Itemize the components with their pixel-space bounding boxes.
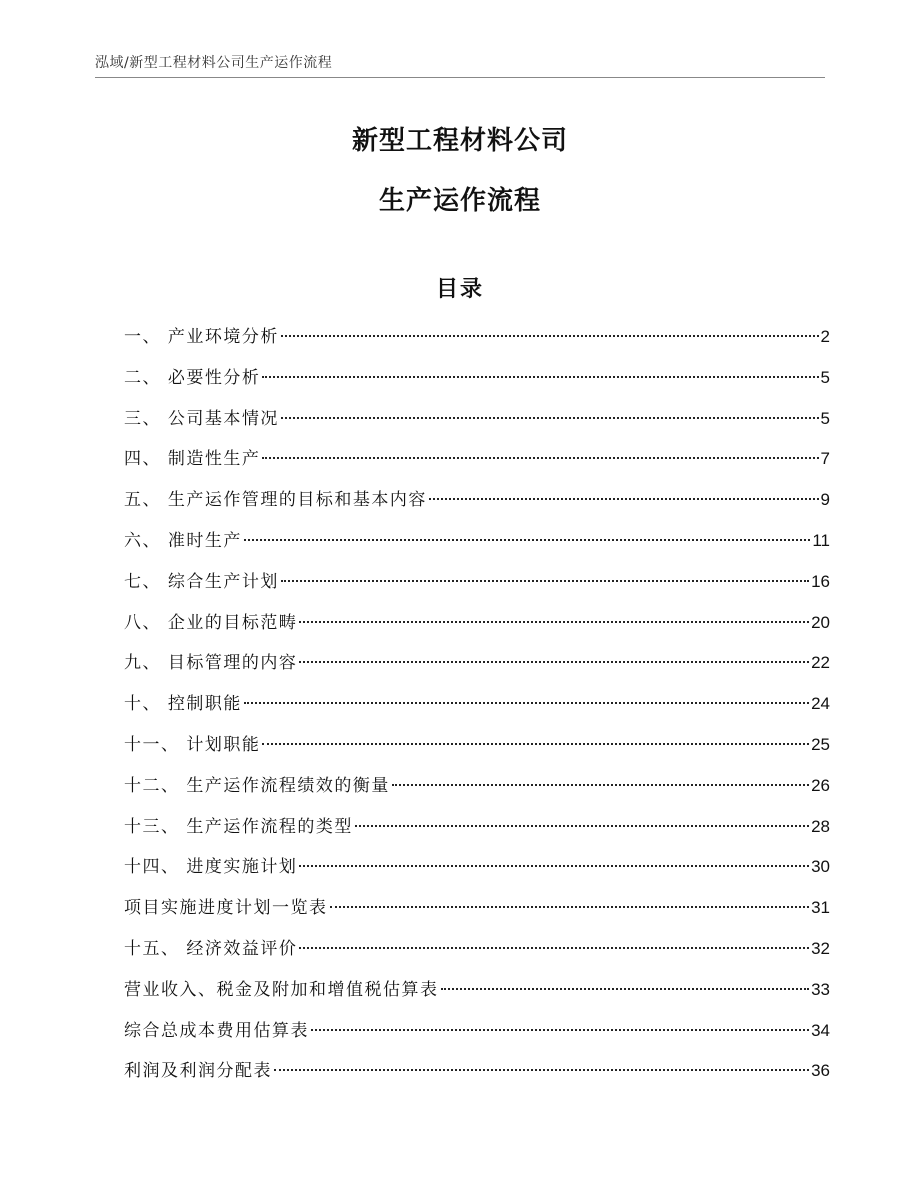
toc-dot-leader xyxy=(262,457,818,459)
toc-entry[interactable] xyxy=(124,893,830,934)
toc-entry-label: 五、 生产运作管理的目标和基本内容 xyxy=(124,490,427,511)
toc-entry-label: 十五、 经济效益评价 xyxy=(124,938,298,959)
toc-entry[interactable] xyxy=(124,526,830,567)
toc-entry[interactable] xyxy=(124,444,830,485)
toc-dot-leader xyxy=(281,335,819,337)
toc-dot-leader xyxy=(441,988,810,990)
toc-entry[interactable] xyxy=(124,771,830,812)
toc-entry[interactable] xyxy=(124,608,830,649)
table-of-contents xyxy=(124,322,830,1097)
toc-dot-leader xyxy=(355,825,809,827)
toc-entry-label: 十四、 进度实施计划 xyxy=(124,857,298,878)
toc-entry-label: 综合总成本费用估算表 xyxy=(124,1020,309,1041)
toc-entry[interactable] xyxy=(124,363,830,404)
toc-entry-page-number: 36 xyxy=(811,1061,830,1081)
toc-dot-leader xyxy=(244,539,810,541)
toc-entry-page-number: 26 xyxy=(811,775,830,795)
toc-entry[interactable] xyxy=(124,730,830,771)
toc-dot-leader xyxy=(262,376,818,378)
toc-dot-leader xyxy=(299,865,809,867)
toc-entry-page-number: 25 xyxy=(811,734,830,754)
toc-entry[interactable] xyxy=(124,934,830,975)
toc-entry-label: 六、 准时生产 xyxy=(124,530,242,551)
toc-entry[interactable] xyxy=(124,1016,830,1057)
toc-dot-leader xyxy=(281,580,809,582)
toc-entry-page-number: 24 xyxy=(811,694,830,714)
header-divider xyxy=(95,77,825,78)
toc-entry-label: 十三、 生产运作流程的类型 xyxy=(124,816,353,837)
toc-entry-label: 八、 企业的目标范畴 xyxy=(124,612,298,633)
toc-entry-page-number: 33 xyxy=(811,979,830,999)
toc-entry-label: 营业收入、税金及附加和增值税估算表 xyxy=(124,979,439,1000)
toc-entry-page-number: 30 xyxy=(811,857,830,877)
toc-entry-label: 七、 综合生产计划 xyxy=(124,571,279,592)
toc-dot-leader xyxy=(281,417,819,419)
toc-entry-page-number: 32 xyxy=(811,938,830,958)
toc-entry[interactable] xyxy=(124,567,830,608)
toc-dot-leader xyxy=(262,743,809,745)
toc-dot-leader xyxy=(274,1069,809,1071)
toc-entry-page-number: 16 xyxy=(811,571,830,591)
toc-entry-page-number: 20 xyxy=(811,612,830,632)
toc-heading: 目录 xyxy=(435,277,484,302)
toc-entry-label: 十、 控制职能 xyxy=(124,694,242,715)
toc-entry-page-number: 5 xyxy=(820,408,830,428)
toc-entry-page-number: 2 xyxy=(820,327,830,346)
toc-entry[interactable] xyxy=(124,648,830,689)
toc-entry[interactable] xyxy=(124,485,830,526)
toc-entry-label: 项目实施进度计划一览表 xyxy=(124,898,328,919)
running-header: 泓域/新型工程材料公司生产运作流程 xyxy=(95,55,333,71)
toc-entry-label: 十一、 计划职能 xyxy=(124,734,261,755)
toc-entry-page-number: 11 xyxy=(812,530,830,550)
toc-dot-leader xyxy=(299,947,809,949)
toc-dot-leader xyxy=(392,784,809,786)
toc-entry[interactable] xyxy=(124,852,830,893)
toc-entry-label: 利润及利润分配表 xyxy=(124,1061,272,1082)
toc-entry[interactable] xyxy=(124,322,830,363)
toc-entry[interactable] xyxy=(124,404,830,445)
toc-dot-leader xyxy=(299,621,809,623)
toc-entry-label: 三、 公司基本情况 xyxy=(124,408,279,429)
toc-dot-leader xyxy=(311,1029,809,1031)
toc-entry[interactable] xyxy=(124,975,830,1016)
toc-entry-label: 十二、 生产运作流程绩效的衡量 xyxy=(124,775,390,796)
toc-dot-leader xyxy=(244,702,809,704)
toc-entry-label: 一、 产业环境分析 xyxy=(124,327,279,347)
toc-entry-page-number: 5 xyxy=(820,367,830,387)
toc-entry[interactable] xyxy=(124,1056,830,1097)
toc-dot-leader xyxy=(330,906,810,908)
toc-entry-page-number: 7 xyxy=(820,449,830,469)
toc-entry-page-number: 31 xyxy=(811,898,830,918)
toc-entry-label: 二、 必要性分析 xyxy=(124,367,261,388)
toc-entry-page-number: 28 xyxy=(811,816,830,836)
toc-dot-leader xyxy=(429,498,819,500)
toc-entry[interactable] xyxy=(124,812,830,853)
toc-entry-label: 四、 制造性生产 xyxy=(124,449,261,470)
toc-entry-page-number: 22 xyxy=(811,653,830,673)
toc-entry-label: 九、 目标管理的内容 xyxy=(124,653,298,674)
toc-dot-leader xyxy=(299,661,809,663)
document-title: 新型工程材料公司 xyxy=(351,126,568,156)
toc-entry-page-number: 34 xyxy=(811,1020,830,1040)
toc-entry[interactable] xyxy=(124,689,830,730)
document-subtitle: 生产运作流程 xyxy=(378,186,541,216)
toc-entry-page-number: 9 xyxy=(820,490,830,510)
